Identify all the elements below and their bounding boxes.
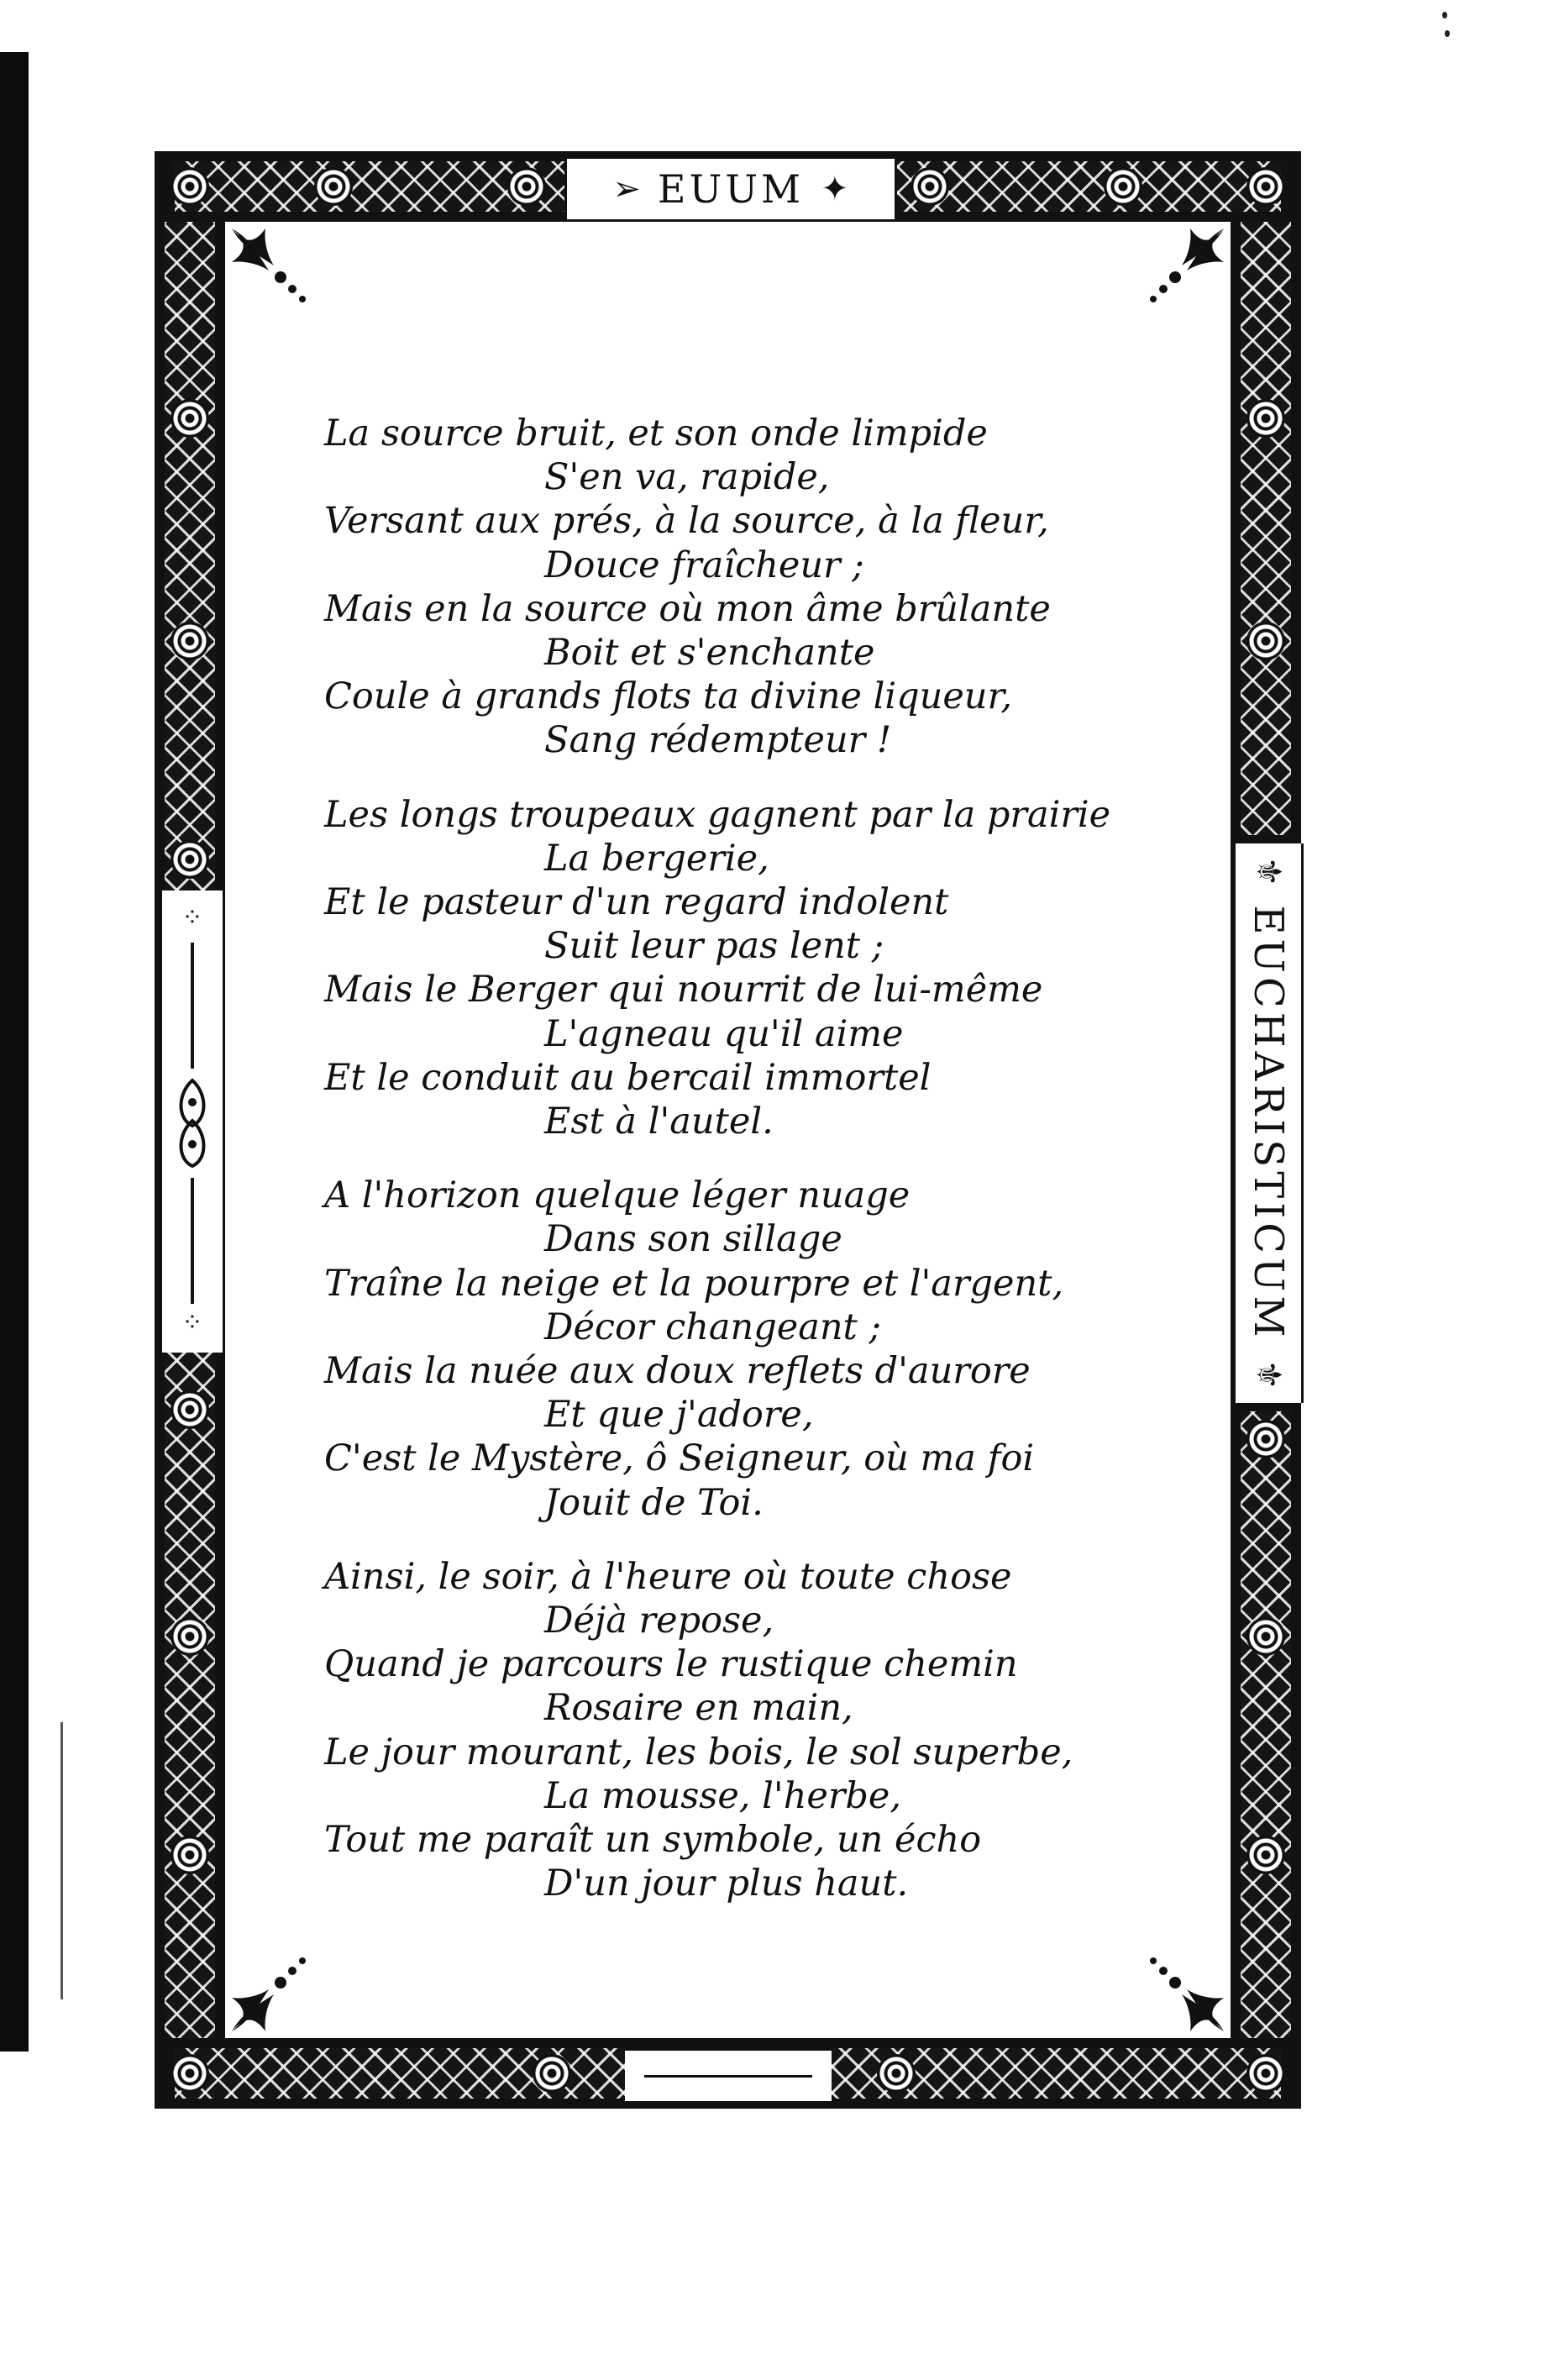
rosette-ornament: [171, 167, 209, 206]
frame-right-lower-band: [1241, 1411, 1291, 2038]
poem-line: Déjà repose,: [544, 1600, 774, 1642]
rosette-ornament: [1246, 2054, 1285, 2093]
rosette-ornament: [1246, 1617, 1285, 1656]
rosette-ornament: [171, 622, 209, 660]
arrow-ornament-icon: ➢: [612, 170, 641, 208]
poem-line: La source bruit, et son onde limpide: [324, 412, 988, 454]
rosette-ornament: [1246, 1420, 1285, 1458]
poem-line: Jouit de Toi.: [544, 1481, 764, 1524]
rosette-ornament: [171, 399, 209, 438]
vertical-rule: [191, 1178, 194, 1304]
poem-line: Sang rédempteur !: [544, 719, 892, 762]
poem-line: Décor changeant ;: [544, 1306, 881, 1348]
poem-line: Et le pasteur d'un regard indolent: [324, 881, 949, 924]
poem-line: Ainsi, le soir, à l'heure où toute chose: [324, 1555, 1012, 1598]
frame-bottom-plate: [625, 2048, 832, 2104]
corner-fleuron-icon: [1130, 222, 1231, 323]
poem-line: Boit et s'enchante: [544, 632, 875, 675]
corner-fleuron-icon: [225, 222, 326, 323]
poem-text: [324, 412, 1164, 1906]
rosette-ornament: [1104, 167, 1142, 206]
bottom-flourish-line: [644, 2075, 812, 2078]
lyre-ornament-icon: [174, 1077, 211, 1169]
poem-line: Rosaire en main,: [544, 1687, 853, 1730]
corner-fleuron-icon: [1130, 1937, 1231, 2038]
poem-stanza: [324, 1555, 1164, 1906]
poem-line: Et le conduit au bercail immortel: [324, 1056, 932, 1099]
rosette-ornament: [171, 1390, 209, 1429]
frame-side-title: EUCHARISTICUM: [1245, 905, 1292, 1342]
poem-line: Traîne la neige et la pourpre et l'argent,: [324, 1262, 1064, 1305]
rosette-ornament: [533, 2054, 571, 2093]
poem-line: Suit leur pas lent ;: [544, 925, 884, 968]
rosette-ornament: [1246, 622, 1285, 660]
ink-speck: [1445, 30, 1450, 37]
page-edge-mark: [60, 1722, 63, 1999]
rosette-ornament: [171, 1617, 209, 1656]
rosette-ornament: [1246, 399, 1285, 438]
poem-line: Tout me paraît un symbole, un écho: [324, 1819, 982, 1862]
rosette-ornament: [911, 167, 949, 206]
rosette-ornament: [877, 2054, 916, 2093]
poem-line: L'agneau qu'il aime: [544, 1012, 904, 1055]
frame-right-upper-band: [1241, 222, 1291, 835]
dot-ornament-icon: ⁘: [181, 903, 203, 933]
corner-fleuron-icon: [225, 1937, 326, 2038]
rosette-ornament: [314, 167, 353, 206]
poem-line: Versant aux prés, à la source, à la fleur,: [324, 500, 1049, 543]
rosette-ornament: [171, 2054, 209, 2093]
vertical-rule: [191, 943, 194, 1069]
poem-line: Le jour mourant, les bois, le sol superbe,: [324, 1731, 1073, 1773]
fleur-ornament-icon: ⚜: [1249, 1359, 1288, 1390]
poem-line: Mais le Berger qui nourrit de lui-même: [324, 969, 1043, 1011]
frame-top-title: EUUM: [657, 166, 805, 212]
poem-line: Quand je parcours le rustique chemin: [324, 1643, 1018, 1686]
frame-left-ornament-plate: [160, 891, 225, 1353]
fleur-ornament-icon: ⚜: [1249, 856, 1288, 887]
rosette-ornament: [171, 1836, 209, 1874]
poem-stanza: [324, 793, 1164, 1144]
poem-line: S'en va, rapide,: [544, 456, 830, 499]
poem-line: C'est le Mystère, ô Seigneur, où ma foi: [324, 1437, 1035, 1480]
book-spine-shadow: [0, 52, 29, 2052]
poem-line: Mais la nuée aux doux reflets d'aurore: [324, 1350, 1031, 1393]
poem-stanza: [324, 1174, 1164, 1525]
poem-line: Est à l'autel.: [544, 1101, 774, 1143]
poem-stanza: [324, 412, 1164, 763]
poem-line: Mais en la source où mon âme brûlante: [324, 587, 1051, 630]
poem-line: A l'horizon quelque léger nuage: [324, 1174, 911, 1217]
rosette-ornament: [1246, 167, 1285, 206]
poem-line: La mousse, l'herbe,: [544, 1774, 902, 1817]
poem-line: Les longs troupeaux gagnent par la prairie: [324, 793, 1111, 836]
frame-top-title-plate: [564, 156, 897, 222]
poem-line: Dans son sillage: [544, 1218, 842, 1261]
poem-line: Et que j'adore,: [544, 1394, 814, 1437]
poem-line: Coule à grands flots ta divine liqueur,: [324, 675, 1012, 718]
rosette-ornament: [1246, 1836, 1285, 1874]
dot-ornament-icon: ⁘: [181, 1308, 203, 1337]
rosette-ornament: [507, 167, 546, 206]
poem-line: La bergerie,: [544, 837, 769, 880]
poem-line: Douce fraîcheur ;: [544, 544, 864, 586]
arrow-ornament-icon: ✦: [821, 170, 849, 208]
ink-speck: [1442, 12, 1447, 18]
rosette-ornament: [171, 840, 209, 879]
frame-side-title-plate: [1233, 843, 1304, 1403]
poem-line: D'un jour plus haut.: [544, 1862, 909, 1905]
